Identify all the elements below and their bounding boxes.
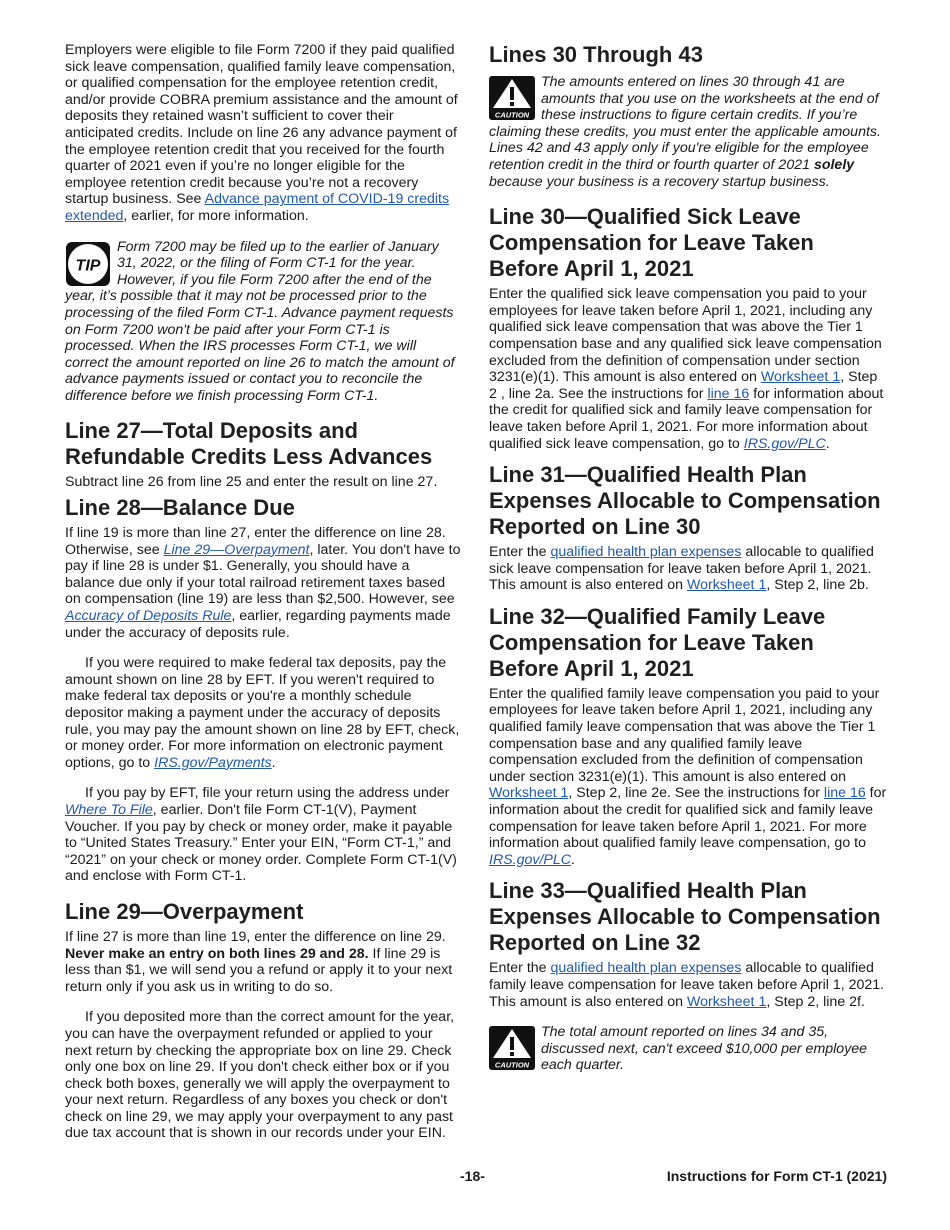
tip-icon <box>65 241 111 287</box>
line30-heading: Line 30—Qualified Sick Leave Compensation for Leave Taken Before April 1, 2021 <box>489 204 814 282</box>
line28-paragraph-2: If you were required to make federal tax deposits, pay the amount shown on line 28 by EFT. If you weren't required to make federal tax deposits or you're a monthly schedule depositor making a payment under the accuracy of deposits rule, you may pay the amount shown on line 28 by EFT, check, or money order. For more information on electronic payment options, go to IRS.gov/Payments. <box>65 655 460 771</box>
lines30-43-heading: Lines 30 Through 43 <box>489 42 703 67</box>
worksheet1-link[interactable]: Worksheet 1 <box>686 993 767 1010</box>
line29-paragraph-1: If line 27 is more than line 19, enter the difference on line 29. Never make an entry on both lines 29 and 28. If line 29 is less than $1, we will send you a refund or apply it to your next return only if you ask us in writing to do so. <box>65 928 453 995</box>
page-footer <box>65 1168 887 1188</box>
line27-heading: Line 27—Total Deposits and Refundable Credits Less Advances <box>65 418 433 470</box>
line33-paragraph: Enter the qualified health plan expenses allocable to qualified family leave compensation for leave taken before April 1, 2021. This amount is also entered on Worksheet 1, Step 2, line 2f. <box>489 960 885 1010</box>
line31-paragraph: Enter the qualified health plan expenses allocable to qualified sick leave compensation for leave taken before April 1, 2021. This amount is also entered on Worksheet 1, Step 2, line 2b. <box>489 544 874 594</box>
line33-heading: Line 33—Qualified Health Plan Expenses Allocable to Compensation Reported on Line 32 <box>489 878 881 956</box>
advance-payment-link[interactable]: Advance payment of COVID-19 credits extended <box>65 191 450 224</box>
line30-paragraph: Enter the qualified sick leave compensation you paid to your employees for leave taken before April 1, 2021, including any qualified sick leave compensation that was above the Tier 1 compensation base and any qualified sick leave compensation excluded from the definition of compensation under section 3231(e)(1). This amount is also entered on Worksheet 1, Step 2 , line 2a. See the instructions for line 16 for information about the credit for qualified sick and family leave compensation for leave taken before April 1, 2021. For more information about qualified sick leave compensation, go to IRS.gov/PLC. <box>489 286 884 452</box>
accuracy-of-deposits-link[interactable]: Accuracy of Deposits Rule <box>65 608 232 625</box>
right-column <box>489 42 887 1088</box>
line29-heading: Line 29—Overpayment <box>65 898 304 924</box>
form7200-paragraph: Employers were eligible to file Form 7200 if they paid qualified sick leave compensation, qualified family leave compensation, or qualified compensation for the employee retention credit, and/or provide COBRA premium assistance and the amount of deposits they retained wasn’t sufficient to cover their anticipated credits. Include on line 26 any advance payment of the employee retention credit that you received for the fourth quarter of 2021 even if you’re no longer eligible for the employee retention credit because you’re not a recovery startup business. See Advance payment of COVID-19 credits extended, earlier, for more information. <box>65 42 458 224</box>
line32-paragraph: Enter the qualified family leave compensation you paid to your employees for leave taken before April 1, 2021, including any qualified family leave compensation that was above the Tier 1 compensation base and any qualified family leave compensation excluded from the definition of compensation under section 3231(e)(1). This amount is also entered on Worksheet 1, Step 2, line 2e. See the instructions for line 16 for information about the credit for qualified sick and family leave compensation for leave taken before April 1, 2021. For more information about qualified family leave compensation, go to IRS.gov/PLC. <box>489 685 887 868</box>
qualified-health-plan-link[interactable]: qualified health plan expenses <box>550 544 742 561</box>
svg-text:CAUTION: CAUTION <box>494 110 530 120</box>
line28-paragraph-3: If you pay by EFT, file your return using the address under Where To File, earlier. Don't file Form CT-1(V), Payment Voucher. If you pay by check or money order, make it payable to “United States Treasury.” Enter your EIN, “Form CT-1,” and “2021” on your check or money order. Complete Form CT-1(V) and enclose with Form CT-1. <box>65 785 457 885</box>
tip-text: Form 7200 may be filed up to the earlier of January 31, 2022, or the filing of Form CT-1 for the year. However, if you file Form 7200 after the end of the year, it’s possible that it may not be processed prior to the processing of the filed Form CT-1. Advance payment requests on Form 7200 won't be paid after your Form CT-1 is processed. When the IRS processes Form CT-1, we will correct the amount reported on line 26 to match the amount of advance payments issued or contact you to reconcile the difference before we finish processing Form CT-1. <box>65 238 455 404</box>
line32-heading: Line 32—Qualified Family Leave Compensation for Leave Taken Before April 1, 2021 <box>489 603 826 681</box>
line28-heading: Line 28—Balance Due <box>65 495 295 521</box>
left-column <box>65 42 461 1156</box>
tip-note <box>65 239 461 405</box>
worksheet1-link[interactable]: Worksheet 1 <box>489 785 569 802</box>
line29-overpayment-link[interactable]: Line 29—Overpayment <box>163 541 310 558</box>
irs-plc-link[interactable]: IRS.gov/PLC <box>743 435 826 452</box>
caution-icon <box>489 1026 535 1070</box>
worksheet1-link[interactable]: Worksheet 1 <box>686 577 767 594</box>
line16-link[interactable]: line 16 <box>707 385 750 402</box>
line29-paragraph-2: If you deposited more than the correct amount for the year, you can have the overpayment refunded or applied to your next return by checking the appropriate box on line 29. Check only one box on line 29. If you don't check either box or if you check both boxes, generally we will apply the overpayment to your next return. Regardless of any boxes you check or don't check on line 29, we may apply your overpayment to any past due tax account that is shown in our records under your EIN. <box>65 1009 455 1142</box>
caution-note-1: CAUTION The amounts entered on lines 30 through 41 are amounts that you use on the worksheets at the end of these instructions to figure certain credits. If you’re claiming these credits, you must enter the applicable amounts. Lines 42 and 43 apply only if you're eligible for the employee retention credit in the third or fourth quarter of 2021 solely because your business is a recovery startup business. <box>489 74 881 190</box>
irs-plc-link[interactable]: IRS.gov/PLC <box>489 851 572 868</box>
line27-paragraph: Subtract line 26 from line 25 and enter the result on line 27. <box>65 474 438 491</box>
page-number: -18- <box>460 1168 485 1184</box>
qualified-health-plan-link[interactable]: qualified health plan expenses <box>550 960 742 977</box>
svg-text:CAUTION: CAUTION <box>494 1060 530 1070</box>
caution-icon <box>489 76 535 120</box>
worksheet1-link[interactable]: Worksheet 1 <box>760 369 841 386</box>
where-to-file-link[interactable]: Where To File <box>65 801 153 818</box>
line28-paragraph-1: If line 19 is more than line 27, enter the difference on line 28. Otherwise, see Line 29—Overpayment, later. You don't have to pay if line 28 is under $1. Generally, you should have a balance due only if your total railroad retirement taxes based on compensation (line 19) are less than $2,500. However, see Accuracy of Deposits Rule, earlier, regarding payments made under the accuracy of deposits rule. <box>65 525 461 641</box>
line16-link[interactable]: line 16 <box>823 785 866 802</box>
line31-heading: Line 31—Qualified Health Plan Expenses Allocable to Compensation Reported on Line 30 <box>489 462 881 540</box>
svg-text:TIP: TIP <box>75 257 101 275</box>
caution-note-2: CAUTION The total amount reported on lines 34 and 35, discussed next, can't exceed $10,000 per employee each quarter. <box>489 1024 887 1074</box>
document-title: Instructions for Form CT-1 (2021) <box>666 1168 887 1184</box>
irs-payments-link[interactable]: IRS.gov/Payments <box>154 754 272 771</box>
